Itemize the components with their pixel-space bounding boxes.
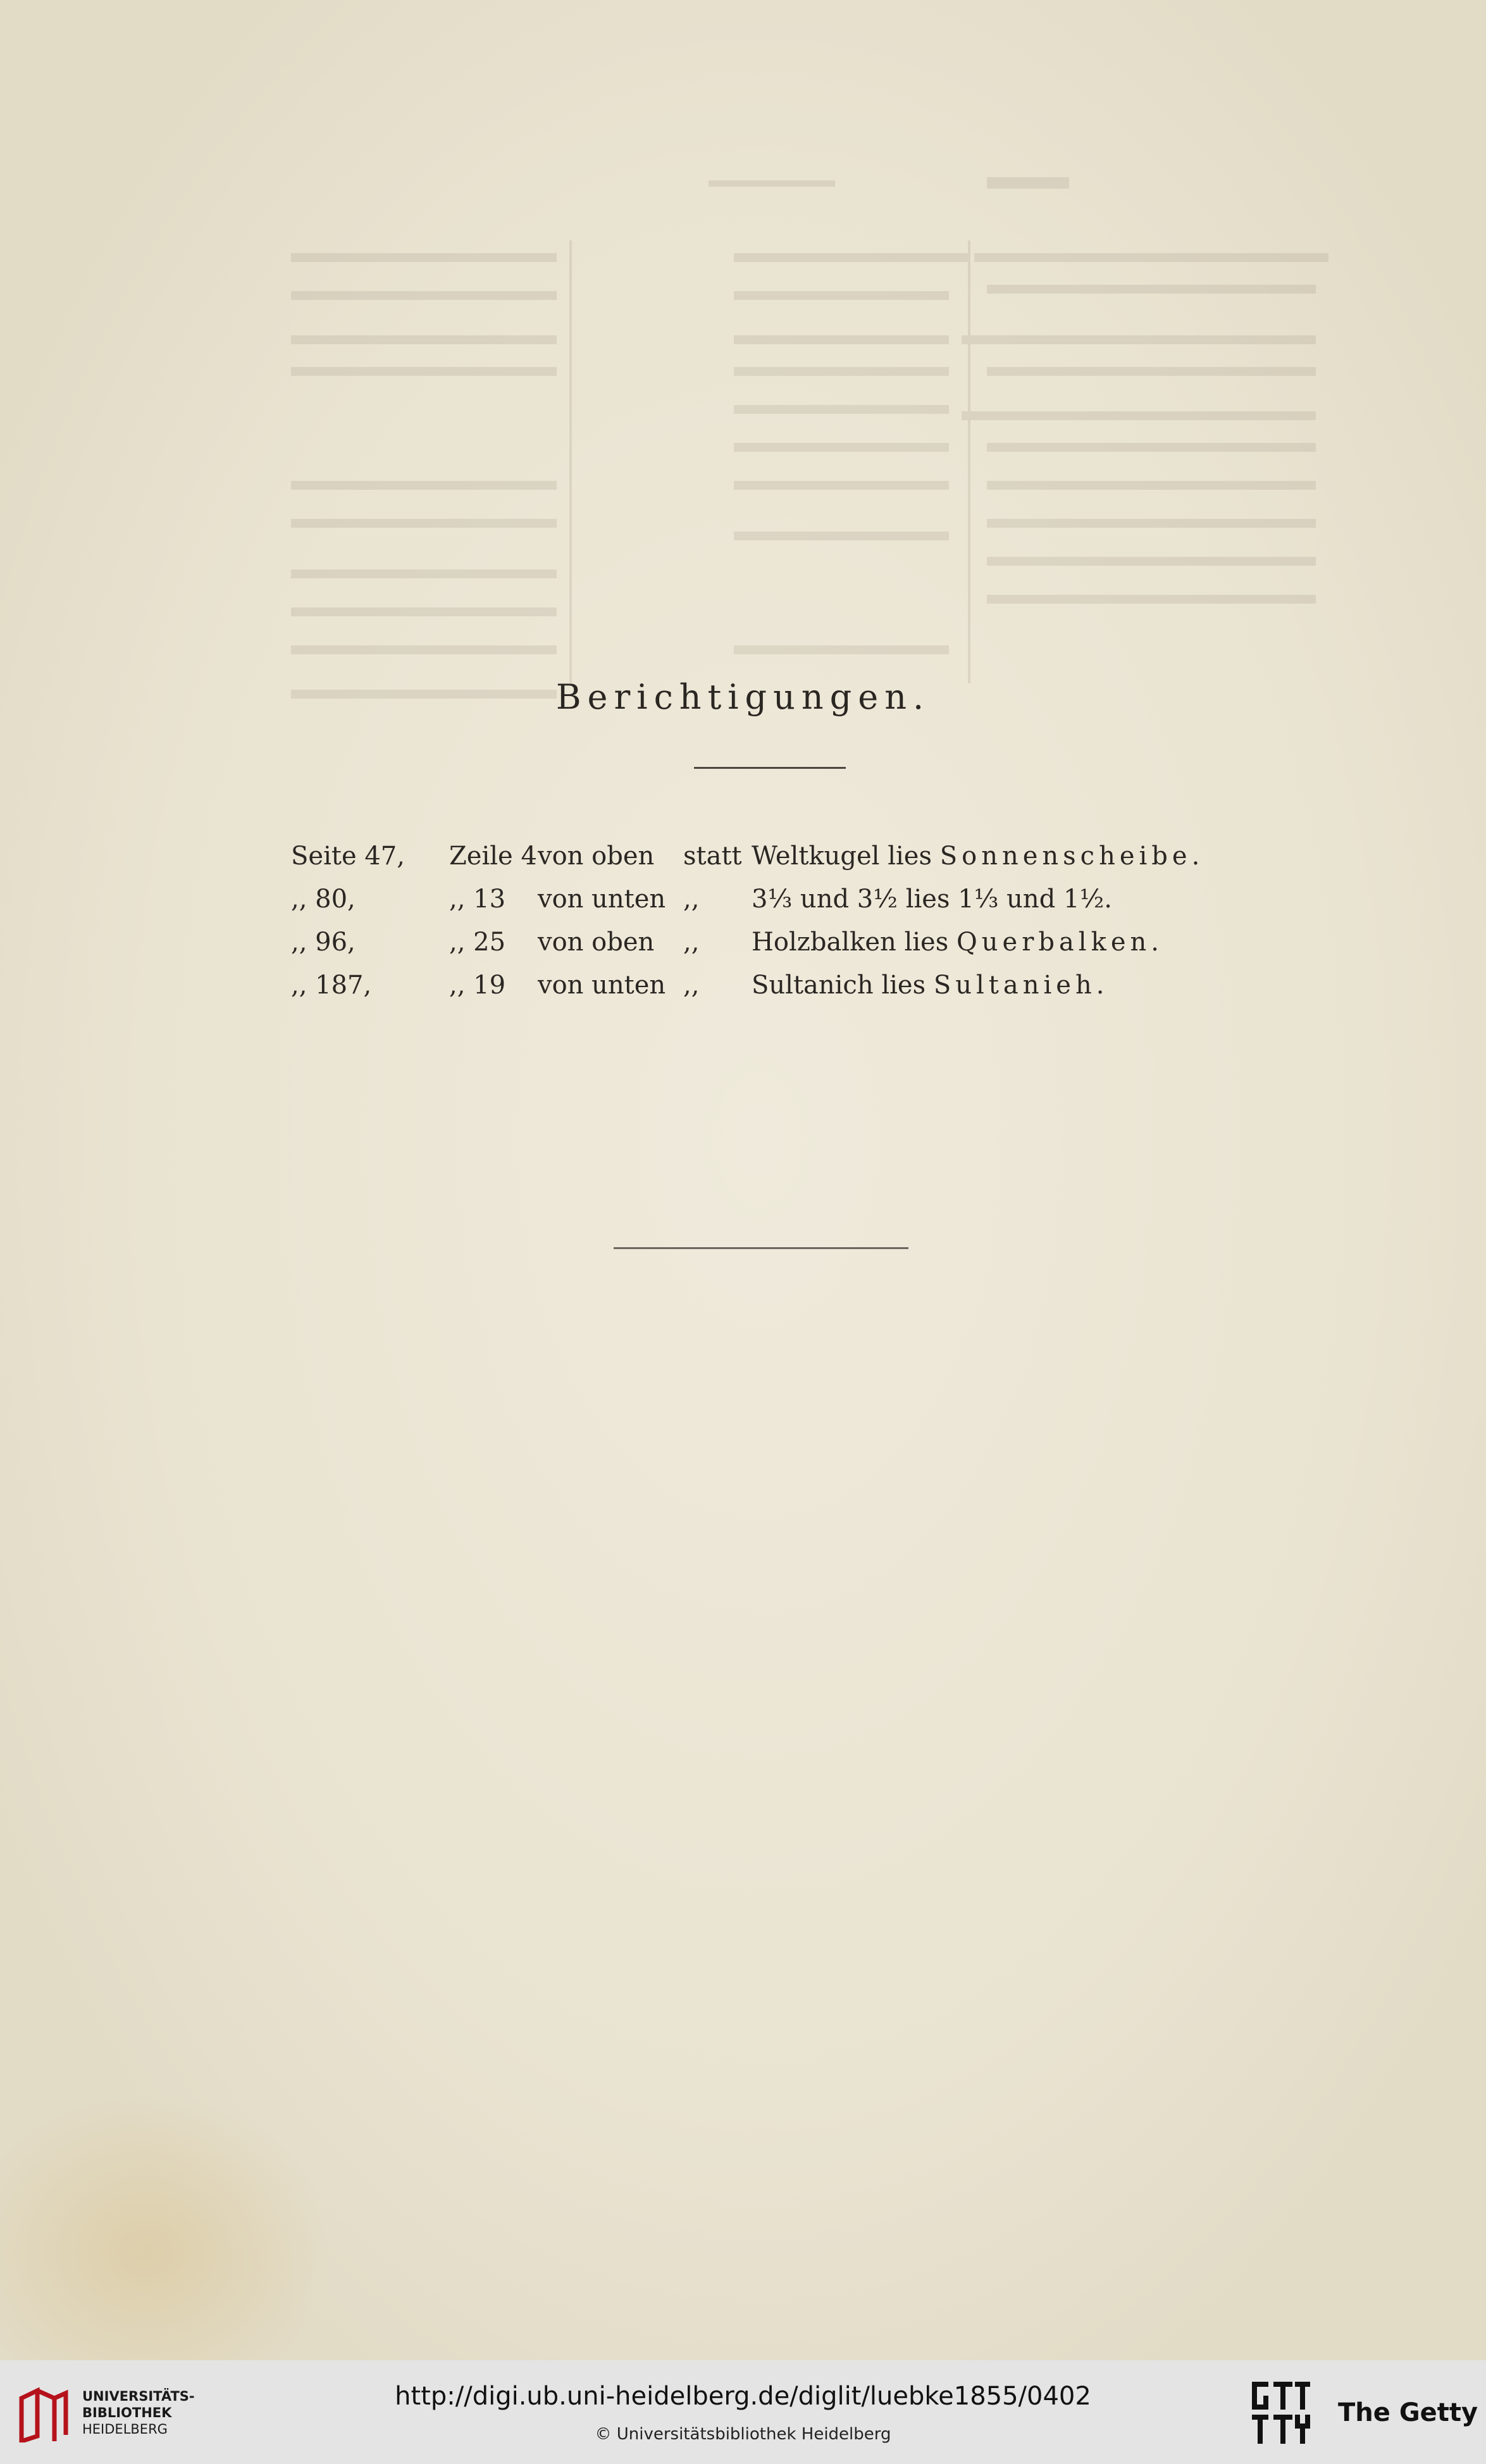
errata-statt: statt	[683, 842, 742, 871]
end-divider	[614, 1247, 908, 1249]
errata-position: von oben	[538, 842, 655, 871]
errata-line: Zeile 4	[449, 842, 537, 871]
errata-line: ,, 13	[449, 885, 506, 914]
errata-line: ,, 19	[449, 971, 506, 1000]
errata-page: ,, 96,	[291, 928, 356, 957]
errata-page: ,, 80,	[291, 885, 356, 914]
errata-lies: lies	[881, 971, 926, 1000]
errata-wrong: Weltkugel	[752, 842, 880, 871]
errata-statt: ,,	[683, 971, 700, 1000]
copyright-notice: © Universitätsbibliothek Heidelberg	[595, 2425, 891, 2444]
title-divider	[694, 767, 846, 769]
errata-position: von unten	[538, 885, 666, 914]
errata-correction	[752, 928, 1163, 957]
errata-lies: lies	[904, 928, 949, 957]
errata-right: Sonnenscheibe.	[939, 842, 1204, 871]
digitization-footer	[0, 2360, 1486, 2464]
page-title: Berichtigungen.	[555, 677, 931, 717]
errata-page: ,, 187,	[291, 971, 372, 1000]
errata-page: Seite 47,	[291, 842, 405, 871]
errata-correction	[752, 885, 1112, 914]
errata-position: von unten	[538, 971, 666, 1000]
bleed-through-texture	[0, 0, 1486, 759]
errata-right: Querbalken.	[956, 928, 1163, 957]
errata-wrong: 3⅓ und 3½	[752, 885, 898, 914]
errata-lies: lies	[888, 842, 932, 871]
errata-statt: ,,	[683, 885, 700, 914]
errata-right: Sultanieh.	[933, 971, 1109, 1000]
permalink-url[interactable]: http://digi.ub.uni-heidelberg.de/diglit/luebke1855/0402	[395, 2382, 1091, 2411]
errata-correction	[752, 971, 1108, 1000]
errata-line: ,, 25	[449, 928, 506, 957]
library-name-line: BIBLIOTHEK	[82, 2405, 172, 2420]
errata-position: von oben	[538, 928, 655, 957]
errata-wrong: Holzbalken	[752, 928, 896, 957]
partner-name: The Getty	[1338, 2398, 1478, 2427]
errata-lies: lies	[905, 885, 950, 914]
errata-right: 1⅓ und 1½.	[958, 885, 1112, 914]
library-name-line: HEIDELBERG	[82, 2422, 168, 2437]
errata-statt: ,,	[683, 928, 700, 957]
library-name-line: UNIVERSITÄTS-	[82, 2389, 195, 2404]
errata-correction	[752, 842, 1204, 871]
getty-logo-icon[interactable]	[1249, 2379, 1313, 2449]
errata-wrong: Sultanich	[752, 971, 874, 1000]
